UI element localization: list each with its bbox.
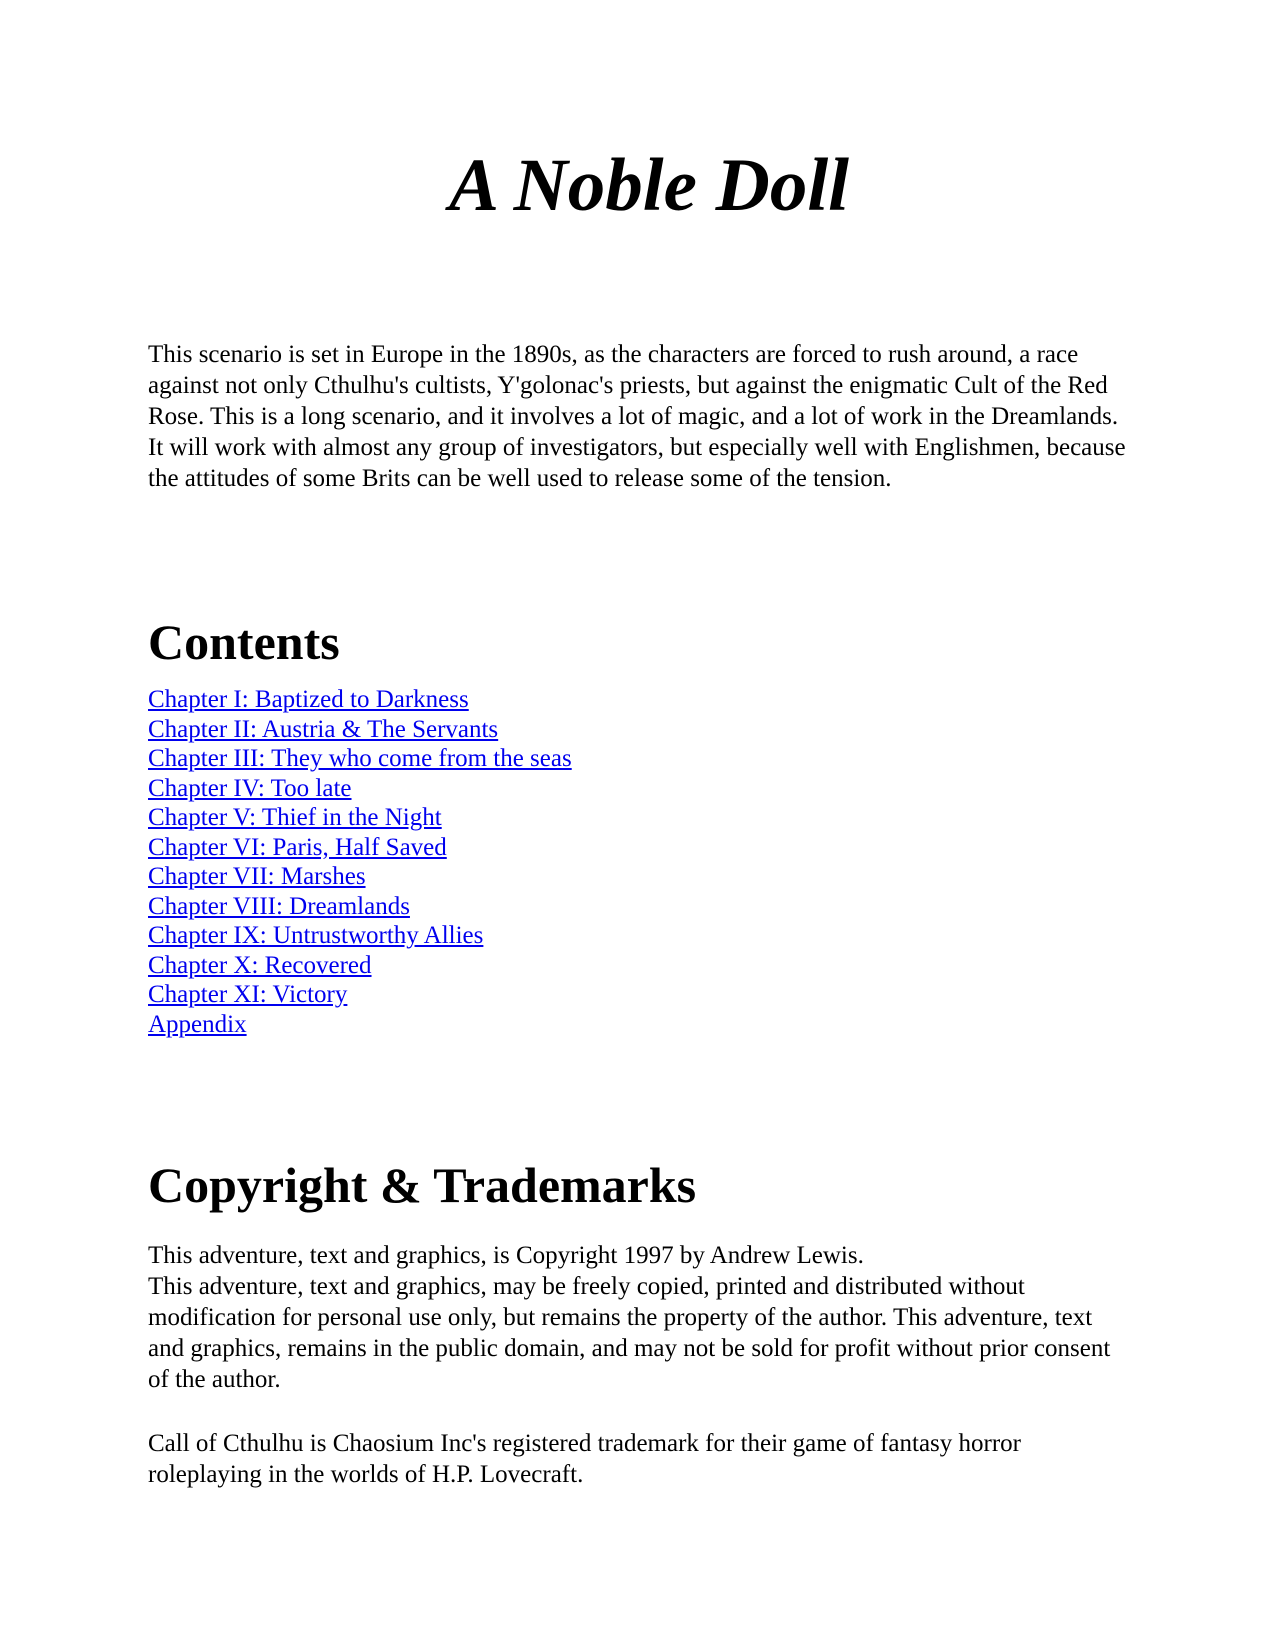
paragraph-line: This scenario is set in Europe in the 1890s, as the characters are forced to rush around, a race bbox=[148, 341, 1079, 368]
paragraph-line: modification for personal use only, but remains the property of the author. This adventure, text bbox=[148, 1304, 1093, 1331]
toc-link-chapter-9[interactable]: Chapter IX: Untrustworthy Allies bbox=[148, 922, 484, 949]
toc-item bbox=[148, 715, 1150, 745]
contents-heading: Contents bbox=[148, 614, 340, 670]
toc-item bbox=[148, 980, 1150, 1010]
table-of-contents bbox=[148, 685, 1150, 1039]
toc-item bbox=[148, 1010, 1150, 1040]
intro-paragraph bbox=[148, 339, 1150, 494]
paragraph-line: Call of Cthulhu is Chaosium Inc's registered trademark for their game of fantasy horror bbox=[148, 1430, 1022, 1457]
paragraph-line: the attitudes of some Brits can be well used to release some of the tension. bbox=[148, 465, 892, 492]
toc-item bbox=[148, 685, 1150, 715]
toc-link-chapter-5[interactable]: Chapter V: Thief in the Night bbox=[148, 804, 442, 831]
copyright-heading: Copyright & Trademarks bbox=[148, 1157, 697, 1213]
toc-item bbox=[148, 833, 1150, 863]
toc-item bbox=[148, 774, 1150, 804]
page-title: A Noble Doll bbox=[448, 144, 849, 227]
toc-link-chapter-11[interactable]: Chapter XI: Victory bbox=[148, 981, 348, 1008]
toc-link-chapter-3[interactable]: Chapter III: They who come from the seas bbox=[148, 745, 572, 772]
paragraph-line: This adventure, text and graphics, is Copyright 1997 by Andrew Lewis. bbox=[148, 1242, 864, 1269]
paragraph-line: It will work with almost any group of investigators, but especially well with Englishmen, because bbox=[148, 434, 1126, 461]
toc-link-chapter-6[interactable]: Chapter VI: Paris, Half Saved bbox=[148, 833, 447, 861]
toc-link-chapter-2[interactable]: Chapter II: Austria & The Servants bbox=[148, 715, 499, 743]
toc-link-chapter-1[interactable]: Chapter I: Baptized to Darkness bbox=[148, 686, 469, 713]
toc-link-chapter-10[interactable]: Chapter X: Recovered bbox=[148, 951, 372, 979]
toc-item bbox=[148, 862, 1150, 892]
trademark-paragraph bbox=[148, 1428, 1150, 1490]
paragraph-line: of the author. bbox=[148, 1366, 281, 1393]
toc-link-chapter-7[interactable]: Chapter VII: Marshes bbox=[148, 863, 366, 890]
copyright-paragraph bbox=[148, 1240, 1150, 1395]
toc-item bbox=[148, 951, 1150, 981]
toc-link-chapter-8[interactable]: Chapter VIII: Dreamlands bbox=[148, 892, 410, 920]
paragraph-line: and graphics, remains in the public domain, and may not be sold for profit without prior consent bbox=[148, 1335, 1111, 1362]
toc-item bbox=[148, 744, 1150, 774]
toc-item bbox=[148, 921, 1150, 951]
toc-link-appendix[interactable]: Appendix bbox=[148, 1010, 247, 1038]
toc-link-chapter-4[interactable]: Chapter IV: Too late bbox=[148, 774, 352, 802]
toc-item bbox=[148, 892, 1150, 922]
paragraph-line: This adventure, text and graphics, may be freely copied, printed and distributed without bbox=[148, 1273, 1025, 1300]
paragraph-line: roleplaying in the worlds of H.P. Lovecraft. bbox=[148, 1461, 584, 1488]
paragraph-line: Rose. This is a long scenario, and it involves a lot of magic, and a lot of work in the Dreamlands. bbox=[148, 403, 1119, 430]
paragraph-line: against not only Cthulhu's cultists, Y'golonac's priests, but against the enigmatic Cult of the Red bbox=[148, 372, 1108, 399]
toc-item bbox=[148, 803, 1150, 833]
